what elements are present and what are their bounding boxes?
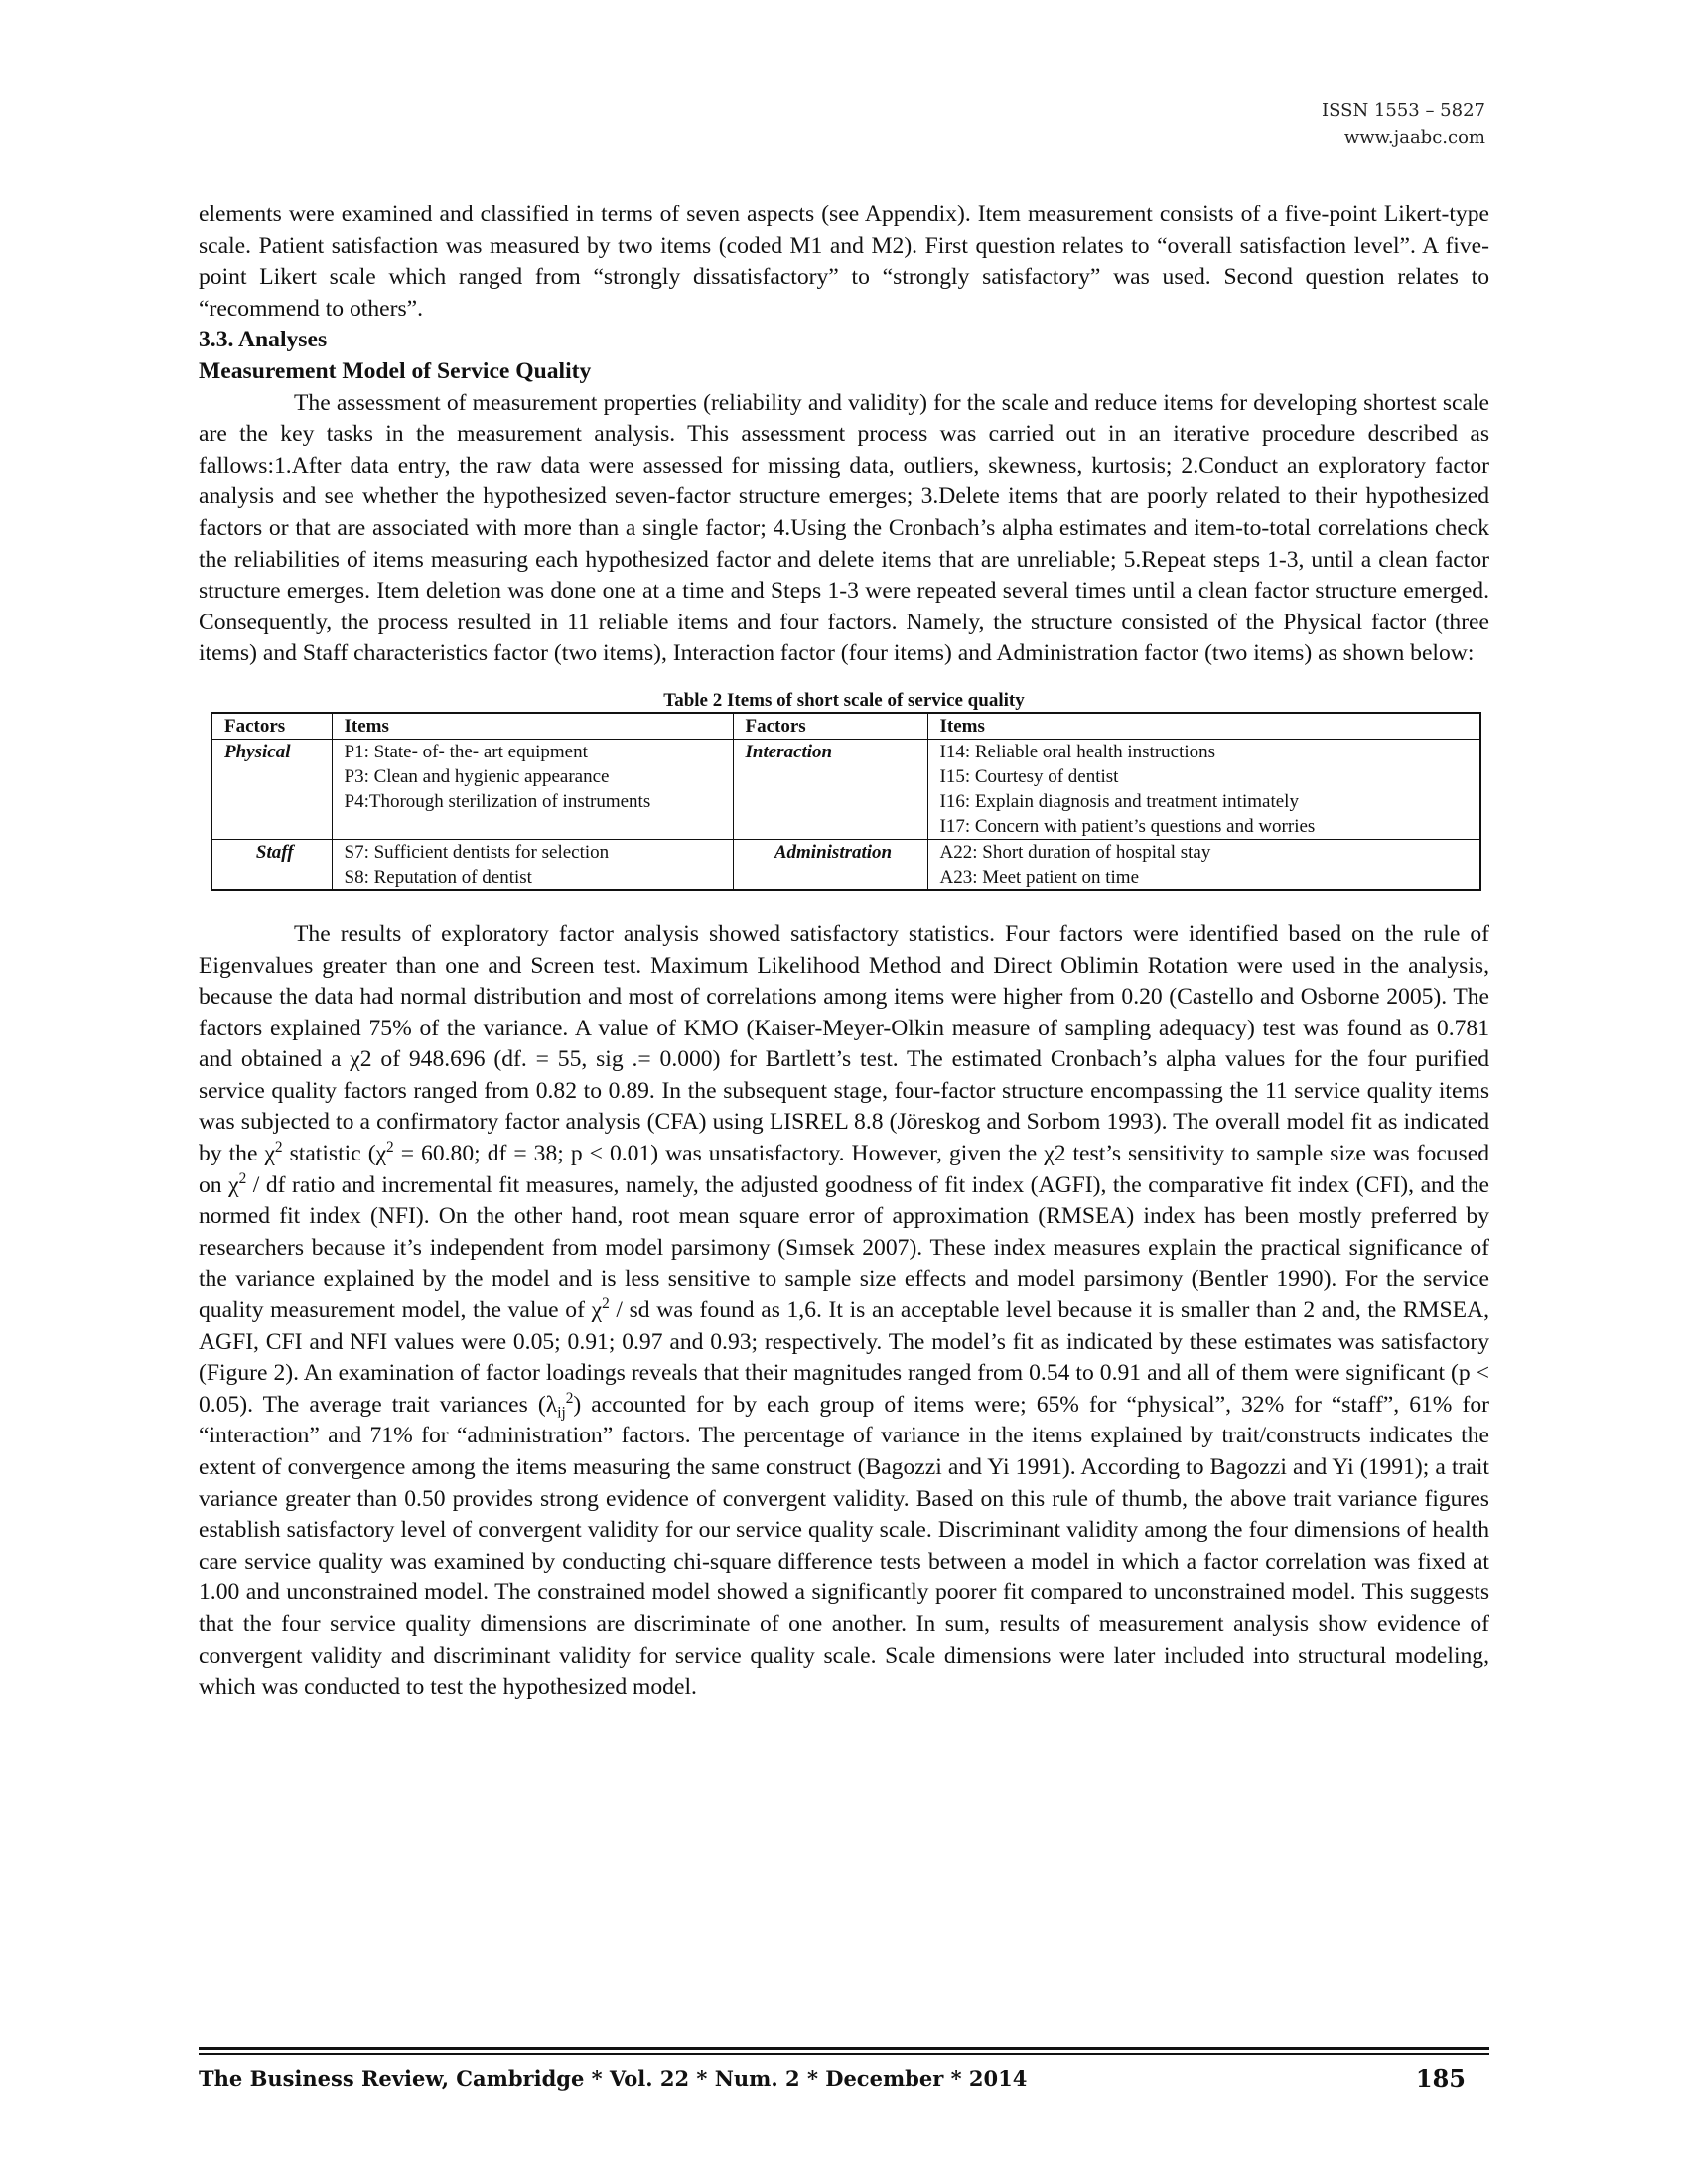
items-administration [927,839,1480,890]
item-a23: A23: Meet patient on time [939,866,1140,887]
footer-rule-thick [199,2047,1489,2050]
chi-symbol: χ [264,1141,275,1167]
table-row [211,839,1480,890]
results-text: The results of exploratory factor analysis showed satisfactory statistics. Four factors were identified based on the rule of Eigenvalues greater than one and Screen test. Maximum Likelihood Method and Direct Oblimin Rotation were used in the analysis, because the data had normal distribution and most of correlations among items were higher from 0.20 (Castello and Osborne 2005). The factors explained 75% of the variance. A value of KMO (Kaiser-Meyer-Olkin measure of sampling adequacy) test was found as 0.781 and obtained a χ2 of 948.696 (df. = 55, sig .= 0.000) for Bartlett’s test. The estimated Cronbach’s alpha values for the four purified service quality factors ranged from 0.82 to 0.89. In the subsequent stage, four-factor structure encompassing the 11 service quality items was subjected to a confirmatory factor analysis (CFA) using LISREL 8.8 (Jöreskog and Sorbom 1993). The overall model fit as indicated by the [199,920,1489,1167]
superscript: 2 [602,1296,610,1313]
item-a22: A22: Short duration of hospital stay [939,841,1211,863]
items-table [211,712,1481,891]
assessment-paragraph: The assessment of measurement properties (reliability and validity) for the scale and reduce items for developing shortest scale are the key tasks in the measurement analysis. This assessment process was carried out in an iterative procedure described as fallows:1.After data entry, the raw data were assessed for missing data, outliers, skewness, kurtosis; 2.Conduct an exploratory factor analysis and see whether the hypothesized seven-factor structure emerges; 3.Delete items that are poorly related to their hypothesized factors or that are associated with more than a single factor; 4.Using the Cronbach’s alpha estimates and item-to-total correlations check the reliabilities of items measuring each hypothesized factor and delete items that are unreliable; 5.Repeat steps 1-3, until a clean factor structure emerges. Item deletion was done one at a time and Steps 1-3 were repeated several times until a clean factor structure emerged. Consequently, the process resulted in 11 reliable items and four factors. Namely, the structure consisted of the Physical factor (three items) and Staff characteristics factor (two items), Interaction factor (four items) and Administration factor (two items) as shown below: [199,389,1489,667]
lambda-symbol: λ [545,1391,558,1418]
factor-physical: Physical [211,739,332,839]
superscript: 2 [565,1389,574,1407]
results-text: = 60.80; df = 38; p < 0.01) was unsatisfactory. However, given the χ2 test’s sensitivity to sample size was focused on [199,1141,1489,1198]
chi-symbol: χ [591,1297,603,1324]
issn-label: ISSN 1553 – 5827 [1322,100,1485,121]
chi-symbol: χ [375,1141,387,1167]
item-i15: I15: Courtesy of dentist [939,765,1119,787]
table-title: Table 2 Items of short scale of service quality [663,689,1025,711]
results-text: statistic ( [282,1141,376,1167]
items-staff [332,839,733,890]
factor-interaction: Interaction [733,739,927,839]
table-header-cell: Items [927,713,1480,740]
page-number: 185 [1415,2064,1466,2093]
table-header-cell: Factors [733,713,927,740]
item-p3: P3: Clean and hygienic appearance [344,765,610,787]
footer-rule-thin [199,2053,1489,2055]
table-header-row [211,713,1480,740]
item-s8: S8: Reputation of dentist [344,866,532,887]
sub-heading: Measurement Model of Service Quality [199,357,592,384]
subscript: ij [557,1404,566,1422]
item-p4: P4:Thorough sterilization of instruments [344,790,651,812]
item-i16: I16: Explain diagnosis and treatment intimately [939,790,1299,812]
table-header-cell: Factors [211,713,332,740]
superscript: 2 [274,1139,283,1157]
item-i17: I17: Concern with patient’s questions and worries [939,815,1316,837]
page-body [199,200,1489,1704]
item-s7: S7: Sufficient dentists for selection [344,841,610,863]
intro-paragraph: elements were examined and classified in terms of seven aspects (see Appendix). Item measurement consists of a five-point Likert-type scale. Patient satisfaction was measured by two items (coded M1 and M2). First question relates to “overall satisfaction level”. A five-point Likert scale which ranged from “strongly dissatisfactory” to “strongly satisfactory” was used. Second question relates to “recommend to others”. [199,202,1489,322]
chi-symbol: χ [228,1171,239,1198]
items-interaction [927,739,1480,839]
superscript: 2 [238,1169,247,1187]
factor-administration: Administration [733,839,927,890]
factor-staff: Staff [211,839,332,890]
results-text: / sd was found as 1,6. It is an acceptable level because it is smaller than 2 and, the RMSEA, AGFI, CFI and NFI values were 0.05; 0.91; 0.97 and 0.93; respectively. The model’s fit as indicated by these estimates was satisfactory (Figure 2). An examination of factor loadings reveals that their magnitudes ranged from 0.54 to 0.91 and all of them were significant (p < 0.05). The average trait variances ( [199,1297,1490,1418]
results-text: / df ratio and incremental fit measures, namely, the adjusted goodness of fit index (AGFI), the comparative fit index (CFI), and the normed fit index (NFI). On the other hand, root mean square error of approximation (RMSEA) index has been mostly preferred by researchers because it’s independent from model parsimony (Sımsek 2007). These index measures explain the practical significance of the variance explained by the model and is less sensitive to sample size effects and model parsimony (Bentler 1990). For the service quality measurement model, the value of [199,1171,1489,1324]
superscript: 2 [386,1139,394,1157]
section-heading: 3.3. Analyses [199,327,328,353]
item-i14: I14: Reliable oral health instructions [939,741,1216,762]
table-row [211,739,1480,839]
page-header [1322,97,1485,151]
website-label: www.jaabc.com [1343,127,1485,148]
results-text: ) accounted for by each group of items were; 65% for “physical”, 32% for “staff”, 61% for “interaction” and 71% for “administration” factors. The percentage of variance in the items explained by trait/constructs indicates the extent of convergence among the items measuring the same construct (Bagozzi and Yi 1991). According to Bagozzi and Yi (1991); a trait variance greater than 0.50 provides strong evidence of convergent validity. Based on this rule of thumb, the above trait variance figures establish satisfactory level of convergent validity for our service quality scale. Discriminant validity among the four dimensions of health care service quality was examined by conducting chi-square difference tests between a model in which a factor correlation was fixed at 1.00 and unconstrained model. The constrained model showed a significantly poorer fit compared to unconstrained model. This suggests that the four service quality dimensions are discriminate of one another. In sum, results of measurement analysis show evidence of convergent validity and discriminant validity for service quality scale. Scale dimensions were later included into structural modeling, which was conducted to test the hypothesized model. [199,1391,1489,1701]
item-p1: P1: State- of- the- art equipment [344,741,588,762]
results-paragraph [199,919,1489,1704]
table-header-cell: Items [332,713,733,740]
items-physical [332,739,733,839]
journal-citation: The Business Review, Cambridge * Vol. 22 * Num. 2 * December * 2014 [199,2066,1028,2091]
